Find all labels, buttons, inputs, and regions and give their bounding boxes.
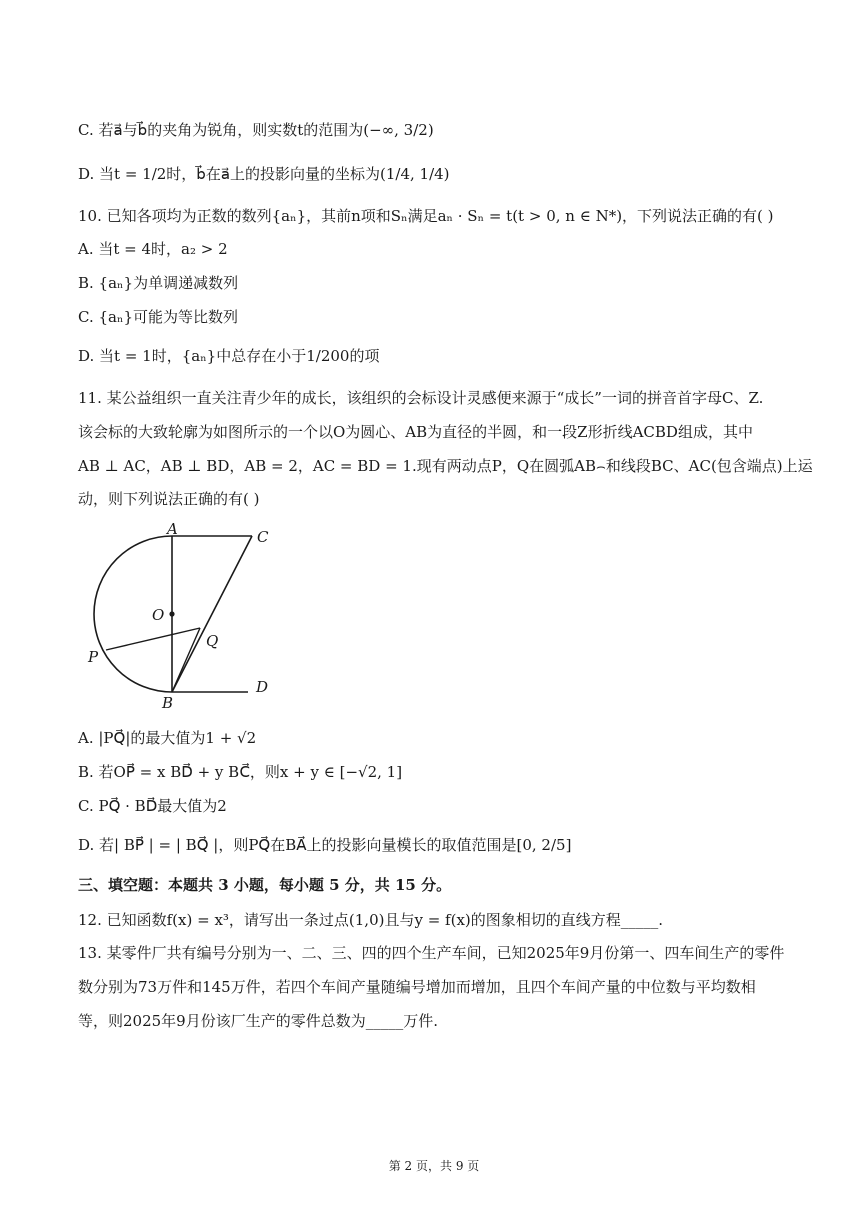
q11-stem-line4: 动，则下列说法正确的有( ) xyxy=(78,490,260,508)
q13-stem-line3: 等，则2025年9月份该厂生产的零件总数为_____万件. xyxy=(78,1012,438,1030)
q11-stem-line2: 该会标的大致轮廓为如图所示的一个以O为圆心、AB为直径的半圆，和一段Z形折线ACBD组成，其中 xyxy=(78,423,753,441)
label-P: P xyxy=(88,648,99,666)
q11-stem-line1: 11. 某公益组织一直关注青少年的成长，该组织的会标设计灵感便来源于“成长”一词的拼音首字母C、Z. xyxy=(78,389,764,407)
q9-option-c: C. 若a⃗与b⃗的夹角为锐角，则实数t的范围为(−∞, 3/2) xyxy=(78,121,434,139)
label-D: D xyxy=(256,678,269,696)
q10-option-c: C. {aₙ}可能为等比数列 xyxy=(78,308,238,326)
q12-stem: 12. 已知函数f(x) = x³，请写出一条过点(1,0)且与y = f(x)的图象相切的直线方程_____. xyxy=(78,911,664,929)
label-A: A xyxy=(167,520,178,538)
center-point-O xyxy=(169,611,174,616)
section-3-heading: 三、填空题：本题共 3 小题，每小题 5 分，共 15 分。 xyxy=(78,876,452,894)
segment-CB xyxy=(172,536,252,692)
q10-option-d: D. 当t = 1时，{aₙ}中总存在小于1/200的项 xyxy=(78,347,380,365)
q10-option-b: B. {aₙ}为单调递减数列 xyxy=(78,274,239,292)
label-Q: Q xyxy=(206,632,219,650)
label-C: C xyxy=(257,528,269,546)
q11-option-a: A. |PQ⃗|的最大值为1 + √2 xyxy=(78,729,257,747)
segment-BQ xyxy=(172,628,200,692)
q11-stem-line3: AB ⊥ AC，AB ⊥ BD，AB = 2，AC = BD = 1.现有两动点P，Q在圆弧AB⌢和线段BC、AC(包含端点)上运 xyxy=(78,457,813,475)
q11-option-b: B. 若OP⃗ = x BD⃗ + y BC⃗，则x + y ∈ [−√2, 1] xyxy=(78,763,403,781)
q11-figure xyxy=(82,520,282,710)
q11-option-d: D. 若| BP⃗ | = | BQ⃗ |，则PQ⃗在BA⃗上的投影向量模长的取值范围是[0, 2/5] xyxy=(78,836,572,854)
label-B: B xyxy=(162,694,174,710)
segment-PQ xyxy=(106,628,200,650)
q10-stem: 10. 已知各项均为正数的数列{aₙ}，其前n项和Sₙ满足aₙ · Sₙ = t(t > 0, n ∈ N*)，下列说法正确的有( ) xyxy=(78,207,774,225)
q13-stem-line2: 数分别为73万件和145万件，若四个车间产量随编号增加而增加，且四个车间产量的中位数与平均数相 xyxy=(78,978,756,996)
label-O: O xyxy=(152,606,165,624)
page-footer: 第 2 页，共 9 页 xyxy=(388,1159,480,1173)
q10-option-a: A. 当t = 4时，a₂ > 2 xyxy=(78,240,228,258)
q13-stem-line1: 13. 某零件厂共有编号分别为一、二、三、四的四个生产车间，已知2025年9月份第一、四车间生产的零件 xyxy=(78,944,785,962)
q11-option-c: C. PQ⃗ · BD⃗最大值为2 xyxy=(78,797,227,815)
q9-option-d: D. 当t = 1/2时，b⃗在a⃗上的投影向量的坐标为(1/4, 1/4) xyxy=(78,165,450,183)
